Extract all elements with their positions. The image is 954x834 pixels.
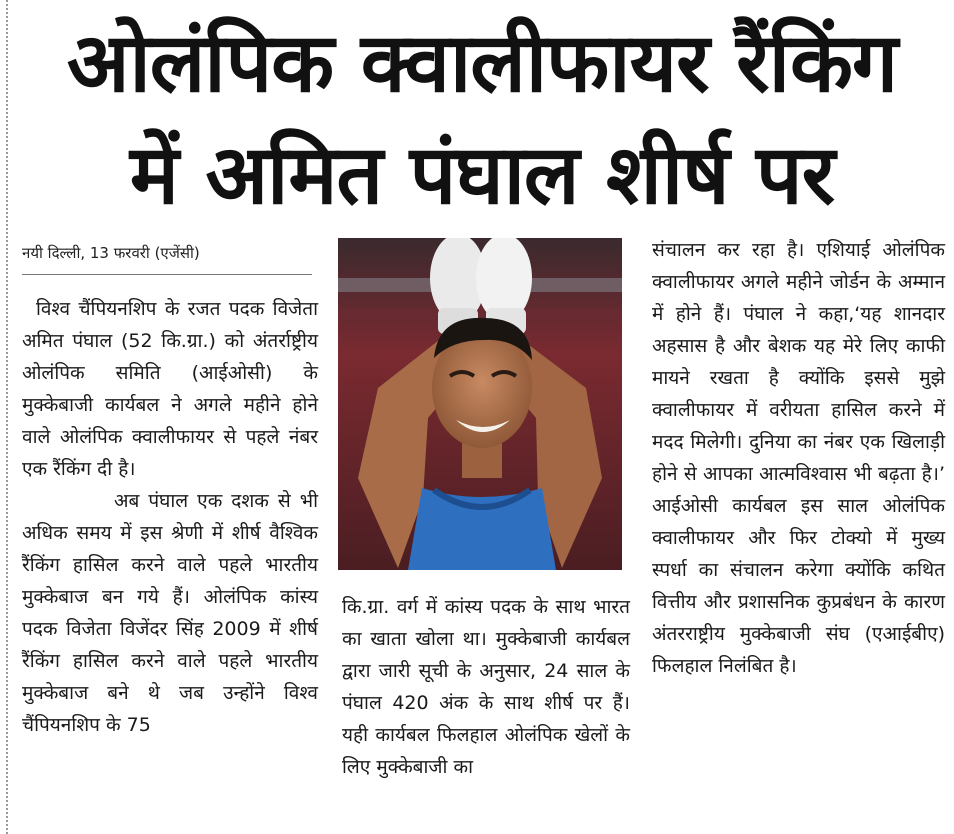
column2-paragraph: कि.ग्रा. वर्ग में कांस्य पदक के साथ भारत का खाता खोला था। मुक्केबाजी कार्यबल द्वारा जारी सूची के अनुसार, 24 साल के पंघाल 420 अंक के साथ शीर्ष पर हैं। यही कार्यबल फिलहाल ओलंपिक खेलों के लिए मुक्केबाजी का	[342, 596, 630, 778]
column1-paragraph-1: विश्व चैंपियनशिप के रजत पदक विजेता अमित पंघाल (52 कि.ग्रा.) को अंतर्राष्ट्रीय ओलंपिक समिति (आईओसी) के मुक्केबाजी कार्यबल ने अगले महीने होने वाले ओलंपिक क्वालीफायर से पहले नंबर एक रैंकिंग दी है।	[22, 298, 318, 480]
article-column-3	[652, 234, 945, 682]
headline-line-2: में अमित पंघाल शीर्ष पर	[129, 128, 835, 223]
column3-paragraph: संचालन कर रहा है। एशियाई ओलंपिक क्वालीफायर अगले महीने जोर्डन के अम्मान में होने हैं। पंघाल ने कहा,‘यह शानदार अहसास है और बेशक यह मेरे लिए काफी मायने रखता है क्योंकि इससे मुझे क्वालीफायर में वरीयता हासिल करने में मदद मिलेगी। दुनिया का नंबर एक खिलाड़ी होने से आपका आत्मविश्वास भी बढ़ता है।’ आईओसी कार्यबल इस साल ओलंपिक क्वालीफायर और फिर टोक्यो में मुख्य स्पर्धा का संचालन करेगा क्योंकि कथित वित्तीय और प्रशासनिक कुप्रबंधन के कारण अंतरराष्ट्रीय मुक्केबाजी संघ (एआईबीए) फिलहाल निलंबित है।	[652, 239, 945, 677]
page-left-border	[6, 0, 8, 834]
dateline: नयी दिल्ली, 13 फरवरी (एजेंसी)	[22, 244, 200, 262]
column1-paragraph-2: अब पंघाल एक दशक से भी अधिक समय में इस श्रेणी में शीर्ष वैश्विक रैंकिंग हासिल करने वाले पहले भारतीय मुक्केबाज बन गये हैं। ओलंपिक कांस्य पदक विजेता विजेंदर सिंह 2009 में शीर्ष रैंकिंग हासिल करने वाले पहले भारतीय मुक्केबाज बने थे जब उन्होंने विश्व चैंपियनशिप के 75	[22, 490, 318, 736]
dateline-divider	[22, 274, 312, 275]
boxer-photo	[338, 238, 622, 570]
article-column-2	[342, 591, 630, 783]
boxer-photo-illustration	[338, 238, 622, 570]
article-column-1	[22, 293, 318, 741]
headline-line-1: ओलंपिक क्वालीफायर रैंकिंग	[66, 16, 898, 111]
